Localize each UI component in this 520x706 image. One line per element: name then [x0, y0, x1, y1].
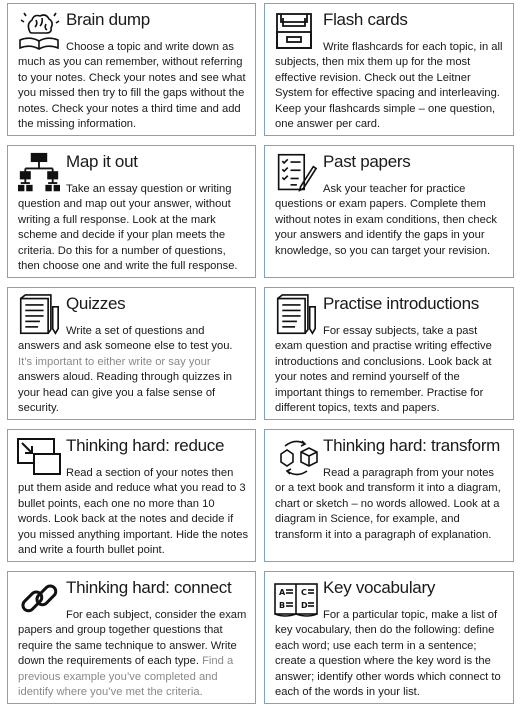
card-title: Flash cards	[323, 10, 408, 29]
card-title: Key vocabulary	[323, 578, 436, 597]
card-title: Thinking hard: transform	[323, 436, 501, 455]
card-text: Ask your teacher for practice questions or exam papers. Complete them without notes in exam conditions, then check your answers and identify the gaps in your knowledge, so you can target your revision.	[275, 183, 498, 257]
card-title: Practise introductions	[323, 294, 479, 313]
card-title: Brain dump	[66, 10, 150, 29]
card-text: For a particular topic, make a list of key vocabulary, then do the following: define each word; use each term in a sentence; create a question where the key word is the answer; identify other words which connect to each of the words in your list.	[275, 609, 501, 699]
card-thinking-hard-connect	[7, 571, 256, 704]
card-text: Read a section of your notes then put them aside and reduce what you read to 3 bullet points, each one no more than 10 words. Look back at the notes and decide if you missed anything important. Hide the notes and write a fourth bullet point.	[18, 467, 249, 557]
card-text: For essay subjects, take a past exam question and practise writing effective introductions and conclusions. Look back at your notes and remind yourself of the important things to remember. Practise for different topics, texts and papers.	[275, 325, 492, 415]
card-text: For each subject, consider the exam papers and group together questions that require the same technique to answer. Write down the requirements of each type. Find a previous example you’ve completed and identify where you’ve met the criteria.	[18, 609, 247, 699]
card-key-vocabulary	[264, 571, 514, 704]
card-past-papers	[264, 145, 514, 278]
card-practise-introductions	[264, 287, 514, 420]
card-title: Past papers	[323, 152, 411, 171]
card-quizzes	[7, 287, 256, 420]
card-text: Write flashcards for each topic, in all subjects, then mix them up for the most effective revision. Check out the Leitner System for effective spacing and interleaving. Keep your flashcards simple – one question, one answer per card.	[275, 41, 503, 131]
svg-text:D: D	[301, 601, 308, 610]
svg-text:B: B	[279, 601, 286, 610]
card-map-it-out	[7, 145, 256, 278]
svg-text:A: A	[279, 588, 286, 597]
card-thinking-hard-reduce	[7, 429, 256, 562]
card-text: Choose a topic and write down as much as you can remember, without referring to your notes. Check your notes and see what you missed then try to fill the gaps without the notes. Check your notes a third time and add the missing information.	[18, 41, 246, 131]
card-text: Write a set of questions and answers and ask someone else to test you. It’s important to either write or say your answers aloud. Reading through quizzes in your head can give you a false sense of security.	[18, 325, 233, 415]
card-title: Map it out	[66, 152, 138, 171]
card-brain-dump	[7, 3, 256, 136]
svg-text:C: C	[301, 588, 307, 597]
card-title: Quizzes	[66, 294, 126, 313]
card-flash-cards	[264, 3, 514, 136]
card-text: Read a paragraph from your notes or a text book and transform it into a diagram, chart or sketch – no words allowed. Look at a diagram in Science, for example, and transform it into a paragraph of explanation.	[275, 467, 501, 541]
card-title: Thinking hard: reduce	[66, 436, 225, 455]
card-text: Take an essay question or writing question and map out your answer, without writing a full response. Look at the mark scheme and decide if your plan meets the criteria. Do this for a number of questions, then choose one and write the full response.	[18, 183, 238, 273]
card-thinking-hard-transform	[264, 429, 514, 562]
card-title: Thinking hard: connect	[66, 578, 232, 597]
